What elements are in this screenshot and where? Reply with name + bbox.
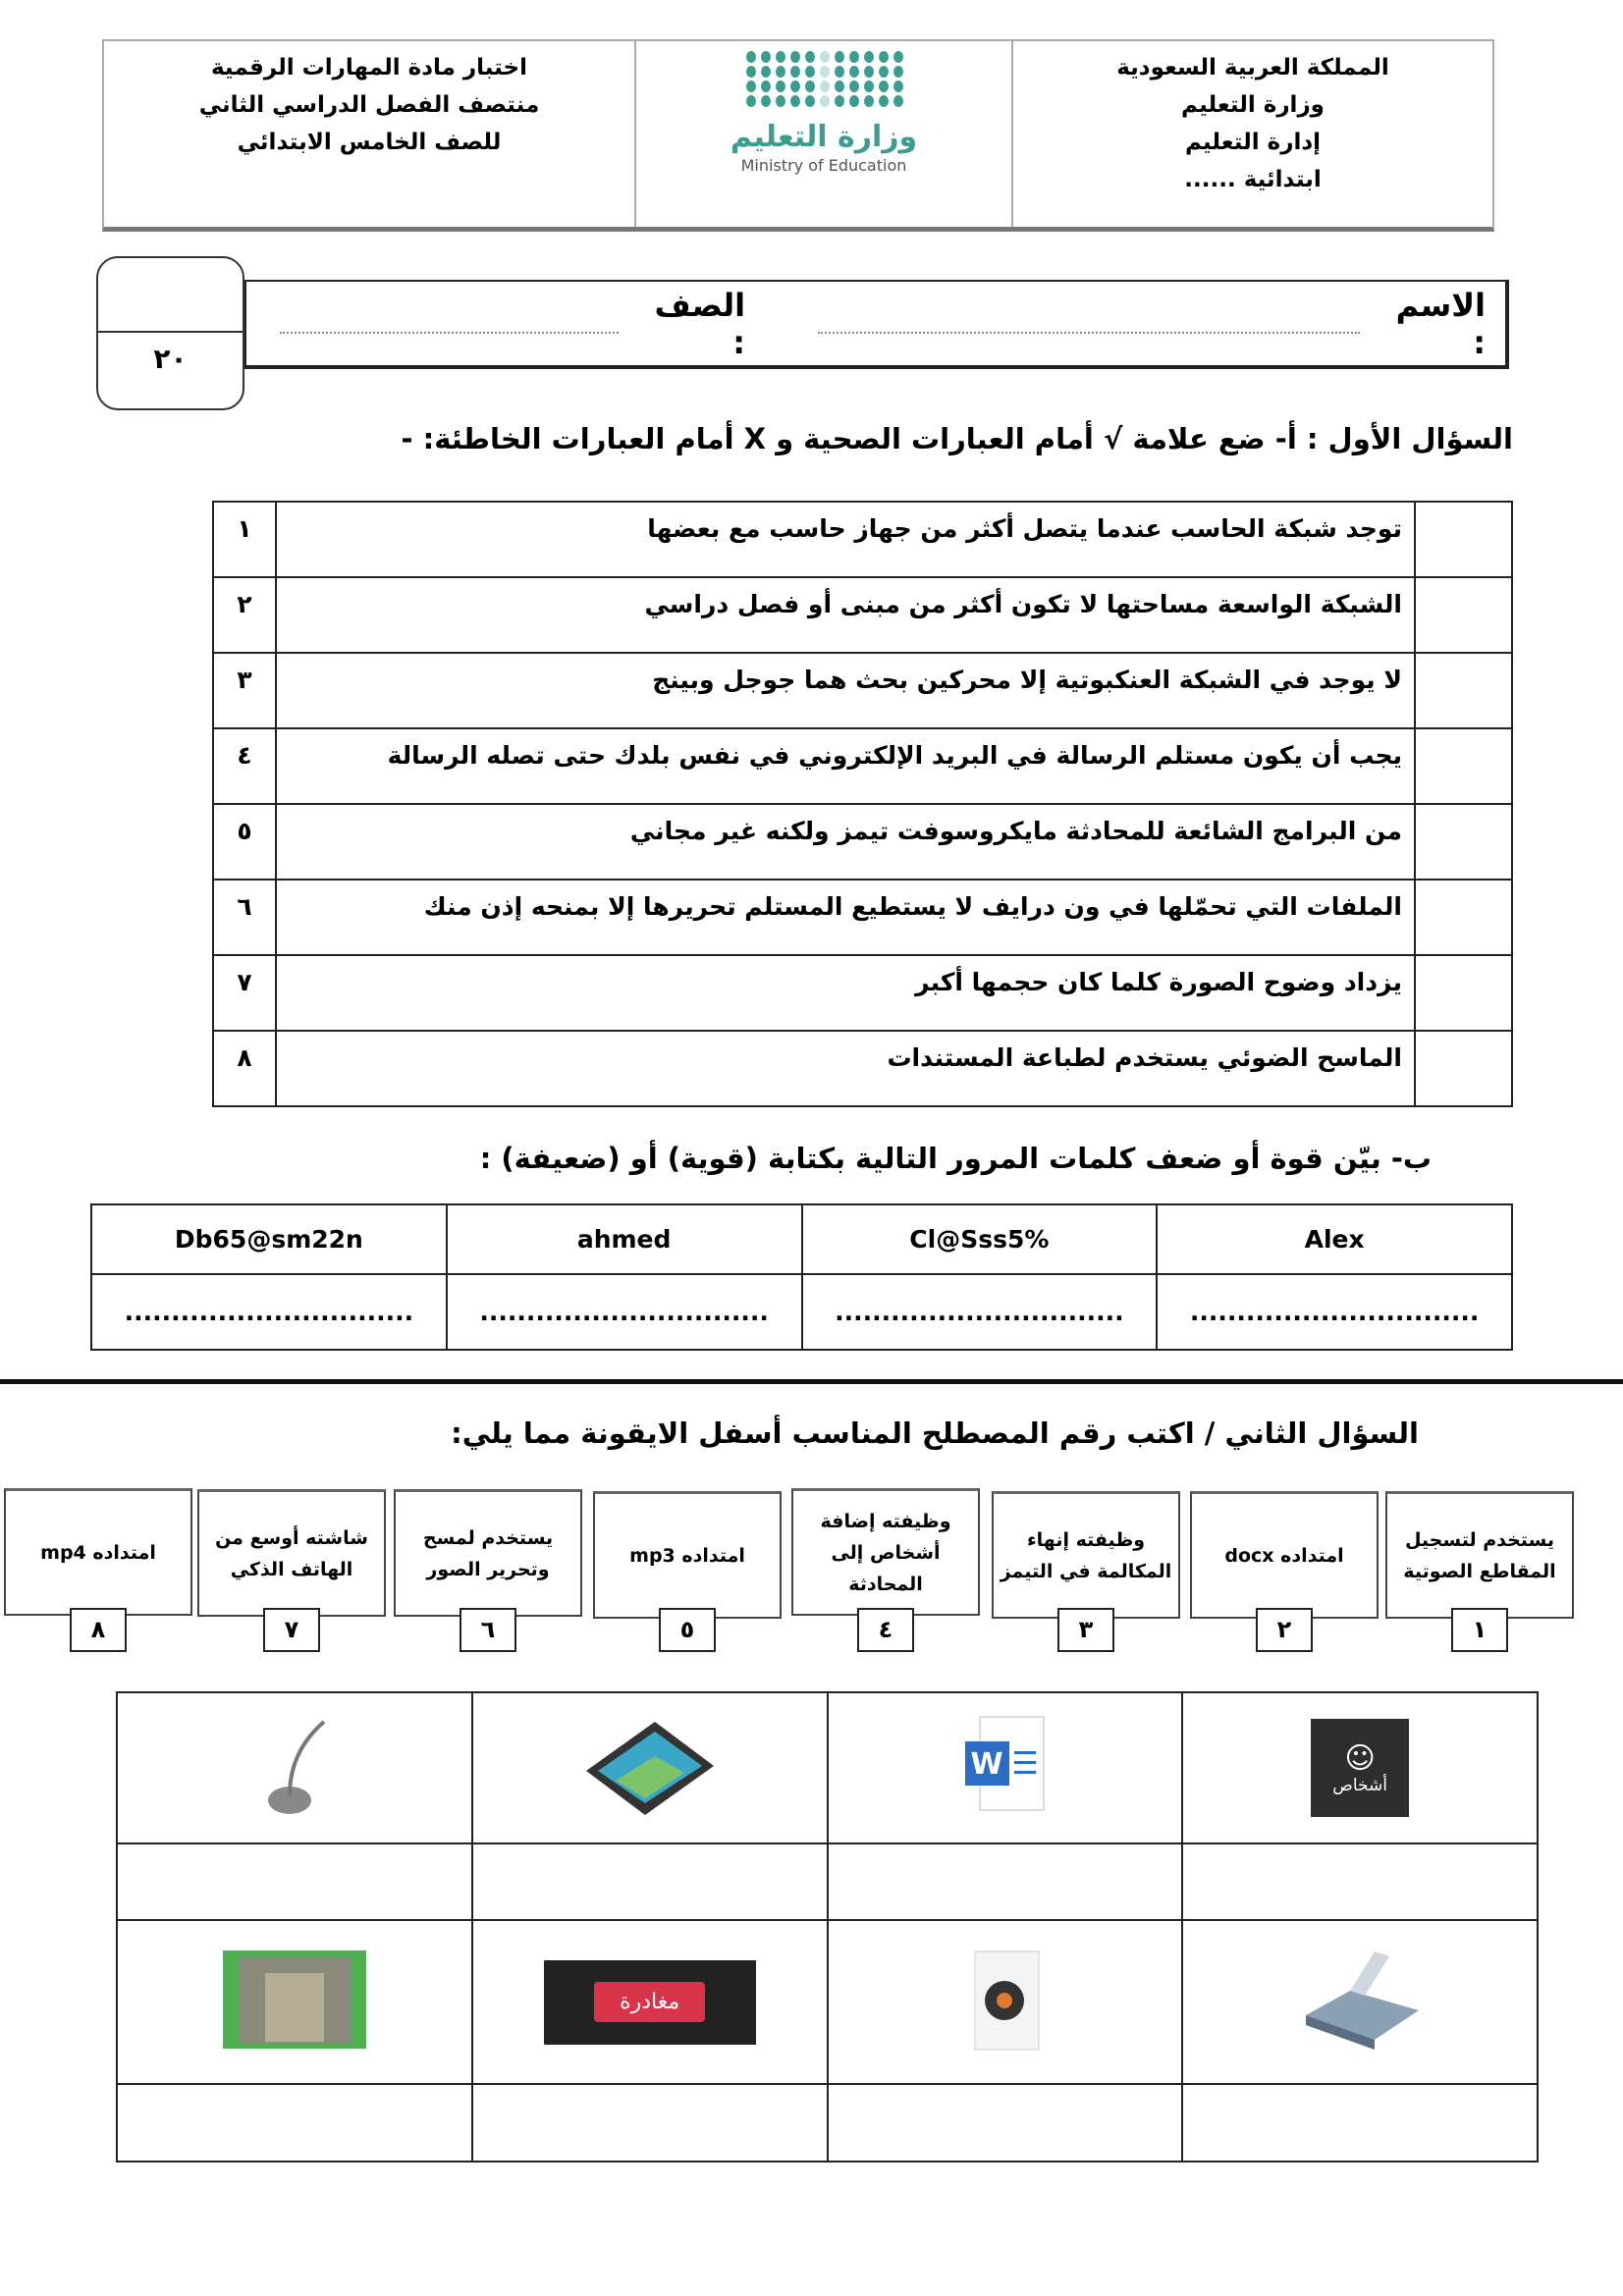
logo-dot bbox=[761, 66, 771, 78]
class-field[interactable] bbox=[280, 314, 619, 334]
statement-row bbox=[213, 577, 1512, 653]
term-box: شاشته أوسع من الهاتف الذكي bbox=[197, 1489, 386, 1617]
statement-text: الماسح الضوئي يستخدم لطباعة المستندات bbox=[276, 1031, 1415, 1106]
logo-dot bbox=[893, 80, 903, 92]
logo-dot bbox=[776, 51, 785, 63]
row-number: ٥ bbox=[213, 804, 276, 880]
student-info-box bbox=[244, 280, 1509, 369]
logo-arabic: وزارة التعليم bbox=[730, 120, 918, 154]
header-left bbox=[104, 41, 634, 227]
term-box: امتداده mp3 bbox=[593, 1491, 782, 1619]
icon-cell bbox=[828, 1692, 1183, 1843]
term-number: ٦ bbox=[460, 1608, 516, 1652]
logo-dot bbox=[879, 66, 889, 78]
logo-dot bbox=[835, 66, 844, 78]
kingdom-text: المملكة العربية السعودية bbox=[1116, 55, 1389, 80]
statement-row bbox=[213, 653, 1512, 728]
tablet-icon bbox=[576, 1712, 724, 1820]
logo-dot bbox=[820, 51, 830, 63]
logo-dot bbox=[835, 51, 844, 63]
leave-call-icon: مغادرة bbox=[544, 1960, 756, 2045]
row-number: ١ bbox=[213, 502, 276, 577]
statement-row bbox=[213, 804, 1512, 880]
logo-dot bbox=[746, 66, 756, 78]
exam-grade: للصف الخامس الابتدائي bbox=[237, 130, 502, 155]
logo-dot bbox=[849, 51, 859, 63]
logo-dot bbox=[864, 95, 874, 107]
logo-dots-icon bbox=[744, 51, 903, 107]
logo-dot bbox=[864, 51, 874, 63]
term-number: ٧ bbox=[263, 1608, 320, 1652]
term-box: يستخدم لتسجيل المقاطع الصوتية bbox=[1385, 1491, 1574, 1619]
logo-dot bbox=[864, 66, 874, 78]
section-divider bbox=[0, 1379, 1623, 1384]
logo-dot bbox=[805, 51, 815, 63]
logo-dot bbox=[790, 51, 800, 63]
logo-english: Ministry of Education bbox=[740, 156, 907, 175]
password-cell: Cl@Sss5% bbox=[802, 1204, 1158, 1274]
statement-row bbox=[213, 955, 1512, 1031]
class-label: الصف : bbox=[654, 286, 746, 361]
icon-cell bbox=[1182, 1692, 1538, 1843]
admin-text: إدارة التعليم bbox=[1184, 130, 1322, 155]
statement-row bbox=[213, 1031, 1512, 1106]
q2-heading: السؤال الثاني / اكتب رقم المصطلح المناسب أسفل الايقونة مما يلي: bbox=[451, 1416, 1419, 1450]
answer-cell[interactable] bbox=[1415, 577, 1512, 653]
total-score: ٢٠ bbox=[153, 343, 188, 375]
statement-row bbox=[213, 728, 1512, 804]
answer-cell[interactable] bbox=[1415, 955, 1512, 1031]
statement-text: لا يوجد في الشبكة العنكبوتية إلا محركين بحث هما جوجل وبينج bbox=[276, 653, 1415, 728]
q1b-heading: ب- بيّن قوة أو ضعف كلمات المرور التالية بكتابة (قوية) أو (ضعيفة) : bbox=[479, 1142, 1432, 1175]
statement-text: توجد شبكة الحاسب عندما يتصل أكثر من جهاز حاسب مع بعضها bbox=[276, 502, 1415, 577]
logo-dot bbox=[790, 80, 800, 92]
logo-dot bbox=[835, 95, 844, 107]
answer-cell[interactable] bbox=[472, 2084, 828, 2162]
logo-dot bbox=[790, 95, 800, 107]
icon-cell bbox=[117, 1920, 472, 2084]
logo-dot bbox=[864, 80, 874, 92]
answer-blank[interactable]: ............................... bbox=[802, 1274, 1158, 1350]
logo-dot bbox=[746, 80, 756, 92]
music-disc-icon bbox=[960, 1947, 1049, 2055]
logo-dot bbox=[820, 95, 830, 107]
answer-cell[interactable] bbox=[828, 2084, 1183, 2162]
logo-dot bbox=[805, 95, 815, 107]
word-icon bbox=[955, 1712, 1054, 1820]
answer-cell[interactable] bbox=[1415, 728, 1512, 804]
row-number: ٧ bbox=[213, 955, 276, 1031]
answer-cell[interactable] bbox=[117, 1843, 472, 1920]
logo-dot bbox=[761, 51, 771, 63]
logo-dot bbox=[776, 95, 785, 107]
logo-dot bbox=[820, 80, 830, 92]
statement-text: من البرامج الشائعة للمحادثة مايكروسوفت تيمز ولكنه غير مجاني bbox=[276, 804, 1415, 880]
logo-dot bbox=[805, 66, 815, 78]
statement-text: يزداد وضوح الصورة كلما كان حجمها أكبر bbox=[276, 955, 1415, 1031]
video-film-icon bbox=[221, 1949, 368, 2052]
scanner-icon bbox=[1296, 1947, 1424, 2055]
logo-dot bbox=[893, 51, 903, 63]
term-box: امتداده docx bbox=[1190, 1491, 1379, 1619]
statement-text: الشبكة الواسعة مساحتها لا تكون أكثر من مبنى أو فصل دراسي bbox=[276, 577, 1415, 653]
term-number: ٣ bbox=[1057, 1608, 1114, 1652]
logo-dot bbox=[776, 66, 785, 78]
name-field[interactable] bbox=[818, 314, 1360, 334]
logo-dot bbox=[879, 51, 889, 63]
term-box: يستخدم لمسح وتحرير الصور bbox=[394, 1489, 582, 1617]
logo-dot bbox=[820, 66, 830, 78]
score-box bbox=[96, 256, 244, 410]
svg-text:W: W bbox=[970, 1747, 1003, 1782]
answer-cell[interactable] bbox=[1415, 880, 1512, 955]
true-false-table bbox=[212, 501, 1513, 1107]
answer-cell[interactable] bbox=[472, 1843, 828, 1920]
term-number: ٢ bbox=[1256, 1608, 1313, 1652]
logo-dot bbox=[893, 95, 903, 107]
icon-cell bbox=[472, 1692, 828, 1843]
logo-dot bbox=[849, 95, 859, 107]
logo-dot bbox=[893, 66, 903, 78]
ministry-text: وزارة التعليم bbox=[1181, 92, 1325, 118]
logo-dot bbox=[761, 95, 771, 107]
answer-blank[interactable]: ............................... bbox=[91, 1274, 447, 1350]
row-number: ٣ bbox=[213, 653, 276, 728]
statement-row bbox=[213, 880, 1512, 955]
answer-blank[interactable]: ............................... bbox=[447, 1274, 802, 1350]
row-number: ٦ bbox=[213, 880, 276, 955]
ministry-logo bbox=[634, 41, 1011, 227]
logo-dot bbox=[835, 80, 844, 92]
term-number: ٤ bbox=[857, 1608, 914, 1652]
password-table bbox=[90, 1203, 1513, 1351]
row-number: ٢ bbox=[213, 577, 276, 653]
answer-cell[interactable] bbox=[1415, 1031, 1512, 1106]
statement-text: الملفات التي تحمّلها في ون درايف لا يستطيع المستلم تحريرها إلا بمنحه إذن منك bbox=[276, 880, 1415, 955]
exam-term: منتصف الفصل الدراسي الثاني bbox=[198, 92, 540, 118]
password-cell: Db65@sm22n bbox=[91, 1204, 447, 1274]
header-table bbox=[102, 39, 1494, 232]
school-text: ابتدائية ...... bbox=[1184, 167, 1322, 192]
row-number: ٨ bbox=[213, 1031, 276, 1106]
icons-table bbox=[116, 1691, 1539, 2163]
answer-cell[interactable] bbox=[117, 2084, 472, 2162]
microphone-icon bbox=[245, 1712, 344, 1820]
answer-cell[interactable] bbox=[1415, 502, 1512, 577]
people-icon: ☺ أشخاص bbox=[1311, 1719, 1409, 1817]
term-box: وظيفته إنهاء المكالمة في التيمز bbox=[992, 1491, 1180, 1619]
term-box: امتداده mp4 bbox=[4, 1488, 192, 1616]
answer-cell[interactable] bbox=[828, 1843, 1183, 1920]
q1-heading: السؤال الأول : أ- ضع علامة √ أمام العبارات الصحية و X أمام العبارات الخاطئة: - bbox=[401, 422, 1513, 455]
icon-cell bbox=[472, 1920, 828, 2084]
row-number: ٤ bbox=[213, 728, 276, 804]
term-box: وظيفته إضافة أشخاص إلى المحادثة bbox=[791, 1488, 980, 1616]
password-cell: Alex bbox=[1157, 1204, 1512, 1274]
answer-cell[interactable] bbox=[1415, 653, 1512, 728]
answer-cell[interactable] bbox=[1182, 1843, 1538, 1920]
logo-dot bbox=[790, 66, 800, 78]
logo-dot bbox=[879, 80, 889, 92]
term-number: ٨ bbox=[70, 1608, 127, 1652]
answer-cell[interactable] bbox=[1182, 2084, 1538, 2162]
exam-title: اختبار مادة المهارات الرقمية bbox=[210, 55, 528, 80]
header-right bbox=[1011, 41, 1492, 227]
logo-dot bbox=[879, 95, 889, 107]
logo-dot bbox=[849, 80, 859, 92]
icon-cell bbox=[1182, 1920, 1538, 2084]
logo-dot bbox=[746, 51, 756, 63]
password-cell: ahmed bbox=[447, 1204, 802, 1274]
term-number: ٥ bbox=[659, 1608, 716, 1652]
icon-cell bbox=[828, 1920, 1183, 2084]
answer-cell[interactable] bbox=[1415, 804, 1512, 880]
logo-dot bbox=[849, 66, 859, 78]
statement-text: يجب أن يكون مستلم الرسالة في البريد الإلكتروني في نفس بلدك حتى تصله الرسالة bbox=[276, 728, 1415, 804]
logo-dot bbox=[805, 80, 815, 92]
term-number: ١ bbox=[1451, 1608, 1508, 1652]
answer-blank[interactable]: ............................... bbox=[1157, 1274, 1512, 1350]
statement-row bbox=[213, 502, 1512, 577]
logo-dot bbox=[746, 95, 756, 107]
name-label: الاسم : bbox=[1395, 286, 1486, 361]
icon-cell bbox=[117, 1692, 472, 1843]
logo-dot bbox=[776, 80, 785, 92]
logo-dot bbox=[761, 80, 771, 92]
